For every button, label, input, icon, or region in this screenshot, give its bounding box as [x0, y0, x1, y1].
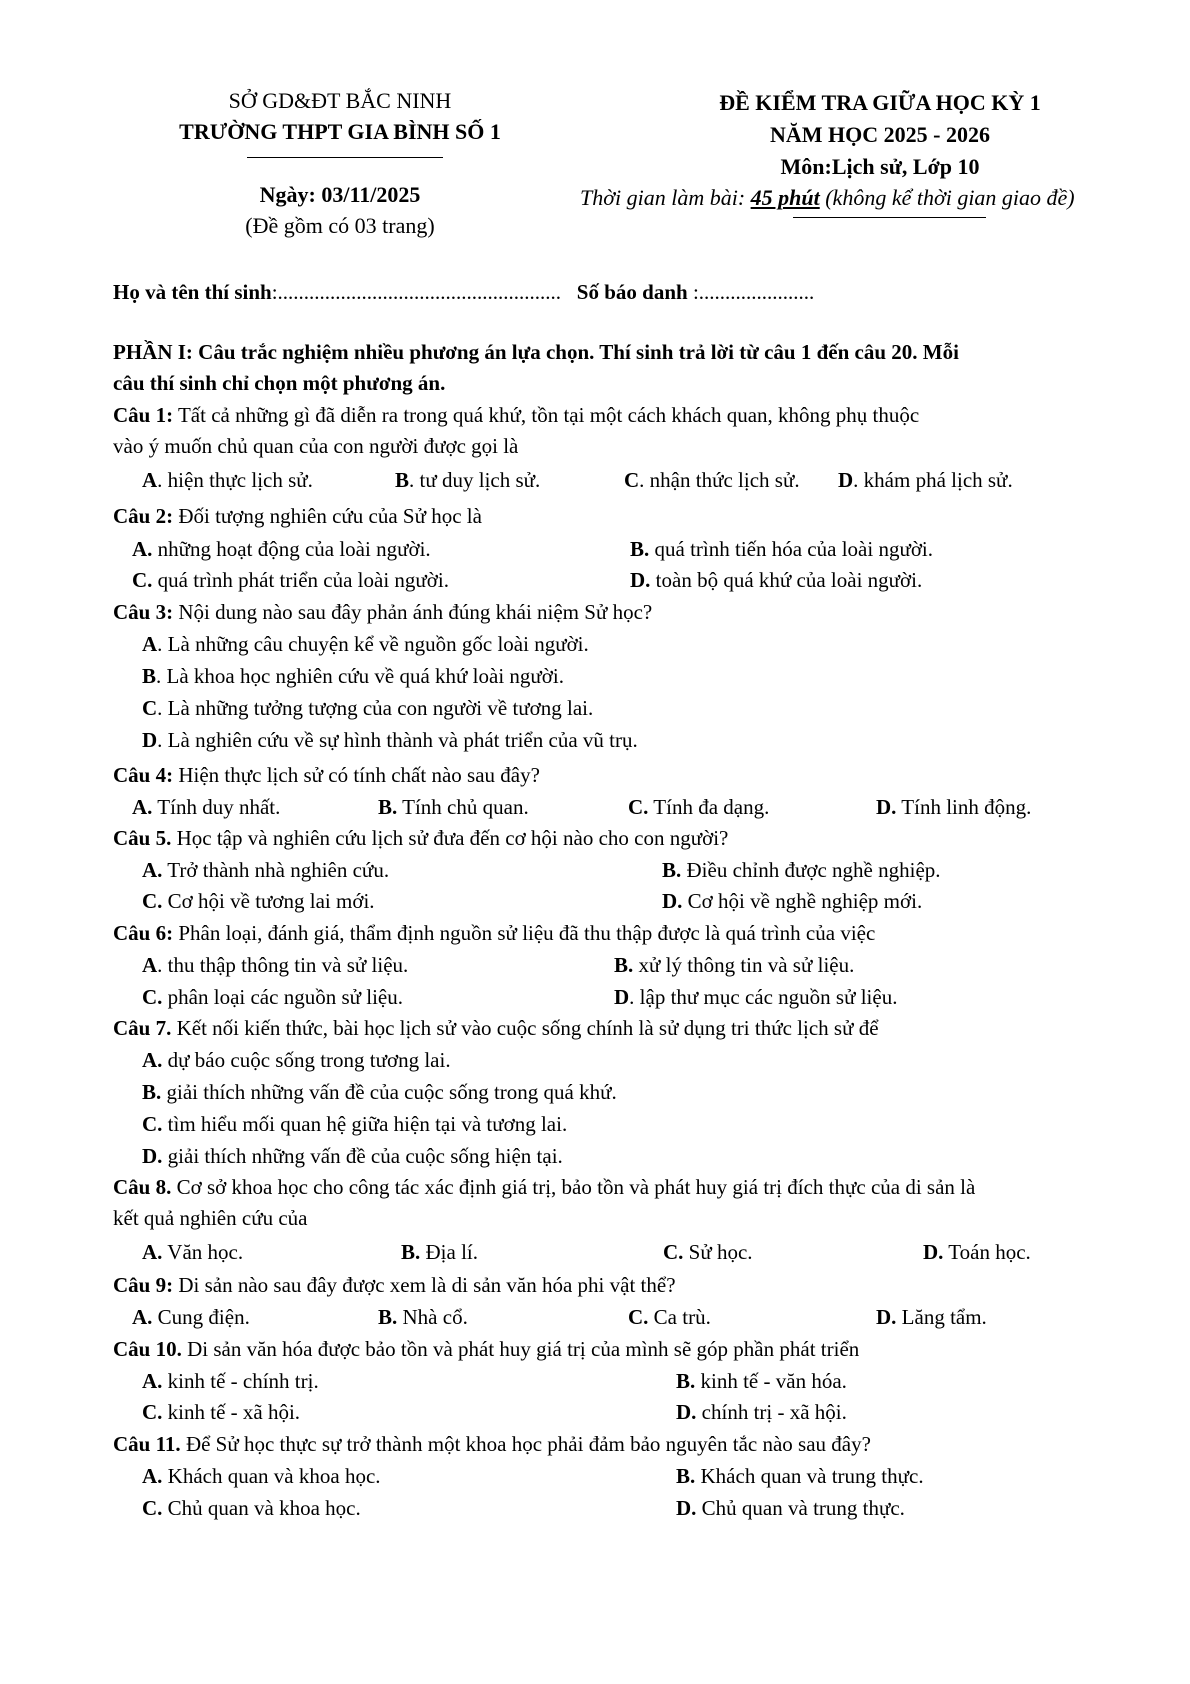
q1-option-b[interactable]	[395, 468, 540, 493]
q4-option-d[interactable]	[876, 795, 1031, 820]
q5-option-a[interactable]	[142, 858, 389, 883]
option-text: kinh tế - văn hóa.	[695, 1369, 847, 1393]
q8-option-a[interactable]	[142, 1240, 243, 1265]
question-1-cont: vào ý muốn chủ quan của con người được gọi là	[113, 434, 519, 458]
q2-option-d[interactable]	[630, 568, 922, 593]
time-prefix: Thời gian làm bài:	[580, 185, 751, 210]
q11-option-a[interactable]	[142, 1464, 381, 1489]
option-text: Nhà cổ.	[397, 1305, 468, 1329]
option-text: Văn học.	[162, 1240, 244, 1264]
option-text: giải thích những vấn đề của cuộc sống hiện tại.	[162, 1144, 563, 1168]
option-text: . khám phá lịch sử.	[853, 468, 1013, 492]
question-label: Câu 5.	[113, 826, 172, 850]
option-text: giải thích những vấn đề của cuộc sống trong quá khứ.	[161, 1080, 617, 1104]
option-letter: C.	[142, 1112, 163, 1136]
question-6	[113, 921, 875, 946]
question-text: Hiện thực lịch sử có tính chất nào sau đây?	[173, 763, 540, 787]
q6-option-a[interactable]	[142, 953, 408, 978]
question-label: Câu 11.	[113, 1432, 181, 1456]
question-text: Kết nối kiến thức, bài học lịch sử vào cuộc sống chính là sử dụng tri thức lịch sử để	[171, 1016, 879, 1040]
q2-option-a[interactable]	[132, 537, 431, 562]
option-text: phân loại các nguồn sử liệu.	[162, 985, 403, 1009]
question-label: Câu 7.	[113, 1016, 172, 1040]
subject-line: Môn:Lịch sử, Lớp 10	[780, 154, 980, 179]
option-text: Địa lí.	[420, 1240, 479, 1264]
option-letter: B.	[630, 537, 650, 561]
q1-option-c[interactable]	[624, 468, 800, 493]
question-text: Nội dung nào sau đây phản ánh đúng khái niệm Sử học?	[173, 600, 653, 624]
option-letter: A.	[132, 537, 153, 561]
option-text: Chủ quan và khoa học.	[162, 1496, 361, 1520]
option-text: chính trị - xã hội.	[696, 1400, 847, 1424]
exam-date: Ngày: 03/11/2025	[259, 182, 421, 207]
option-letter: B.	[378, 1305, 398, 1329]
question-label: Câu 8.	[113, 1175, 172, 1199]
question-text: Đối tượng nghiên cứu của Sử học là	[173, 504, 482, 528]
question-text: Để Sử học thực sự trở thành một khoa học phải đảm bảo nguyên tắc nào sau đây?	[180, 1432, 871, 1456]
header-rule-left	[247, 157, 443, 158]
id-label: Số báo danh	[576, 280, 693, 304]
question-label: Câu 2:	[113, 504, 174, 528]
option-letter: D	[614, 985, 630, 1009]
q1-option-a[interactable]	[142, 468, 313, 493]
option-letter: B.	[676, 1369, 696, 1393]
question-3	[113, 600, 652, 625]
option-text: Cơ hội về tương lai mới.	[162, 889, 375, 913]
option-letter: C.	[142, 1496, 163, 1520]
q6-option-b[interactable]	[614, 953, 854, 978]
id-dots: :......................	[692, 280, 815, 304]
q9-option-c[interactable]	[628, 1305, 711, 1330]
q9-option-d[interactable]	[876, 1305, 987, 1330]
option-text: xử lý thông tin và sử liệu.	[633, 953, 855, 977]
name-dots: :......................................................	[271, 280, 562, 304]
option-text: kinh tế - chính trị.	[162, 1369, 319, 1393]
option-letter: C.	[142, 889, 163, 913]
option-letter: B	[142, 664, 157, 688]
exam-title: ĐỀ KIỂM TRA GIỮA HỌC KỲ 1	[719, 90, 1041, 115]
option-text: . thu thập thông tin và sử liệu.	[157, 953, 409, 977]
option-letter: A.	[142, 1464, 163, 1488]
option-text: . hiện thực lịch sử.	[157, 468, 313, 492]
school-year: NĂM HỌC 2025 - 2026	[770, 122, 990, 147]
q10-option-c[interactable]	[142, 1400, 300, 1425]
q11-option-c[interactable]	[142, 1496, 361, 1521]
question-text: Học tập và nghiên cứu lịch sử đưa đến cơ hội nào cho con người?	[171, 826, 729, 850]
option-letter: B.	[378, 795, 398, 819]
option-letter: A.	[142, 1240, 163, 1264]
option-letter: C.	[142, 985, 163, 1009]
option-letter: A	[142, 632, 158, 656]
option-letter: A.	[142, 1048, 163, 1072]
option-text: dự báo cuộc sống trong tương lai.	[162, 1048, 451, 1072]
q3-option-b[interactable]	[142, 664, 564, 689]
q2-option-c[interactable]	[132, 568, 449, 593]
option-text: Tính linh động.	[896, 795, 1032, 819]
option-text: Lăng tẩm.	[896, 1305, 987, 1329]
option-text: kinh tế - xã hội.	[162, 1400, 301, 1424]
name-label: Họ và tên thí sinh	[113, 280, 272, 304]
option-letter: C.	[142, 1400, 163, 1424]
q7-option-a[interactable]	[142, 1048, 451, 1073]
q3-option-c[interactable]	[142, 696, 593, 721]
option-letter: D.	[662, 889, 683, 913]
option-text: Ca trù.	[648, 1305, 711, 1329]
option-text: Sử học.	[683, 1240, 753, 1264]
question-8	[113, 1175, 975, 1200]
q8-option-b[interactable]	[401, 1240, 478, 1265]
option-text: Trở thành nhà nghiên cứu.	[162, 858, 390, 882]
option-letter: A.	[132, 795, 153, 819]
question-label: Câu 4:	[113, 763, 174, 787]
q4-option-b[interactable]	[378, 795, 529, 820]
option-text: Tính duy nhất.	[152, 795, 281, 819]
option-letter: C.	[628, 795, 649, 819]
option-letter: A.	[142, 858, 163, 882]
q4-option-c[interactable]	[628, 795, 769, 820]
section-heading-2: câu thí sinh chỉ chọn một phương án.	[113, 371, 446, 395]
option-text: Tính đa dạng.	[648, 795, 770, 819]
q3-option-d[interactable]	[142, 728, 638, 753]
option-text: Cung điện.	[152, 1305, 250, 1329]
option-letter: C.	[628, 1305, 649, 1329]
q9-option-a[interactable]	[132, 1305, 250, 1330]
q9-option-b[interactable]	[378, 1305, 468, 1330]
q10-option-a[interactable]	[142, 1369, 319, 1394]
option-letter: A.	[142, 1369, 163, 1393]
question-label: Câu 10.	[113, 1337, 182, 1361]
option-text: Cơ hội về nghề nghiệp mới.	[682, 889, 923, 913]
option-text: Điều chỉnh được nghề nghiệp.	[681, 858, 941, 882]
option-letter: B.	[662, 858, 682, 882]
option-text: . Là nghiên cứu về sự hình thành và phát triển của vũ trụ.	[157, 728, 638, 752]
header-rule-right	[793, 217, 986, 218]
q3-option-a[interactable]	[142, 632, 589, 657]
option-text: . Là khoa học nghiên cứu về quá khứ loài người.	[156, 664, 564, 688]
question-text: Cơ sở khoa học cho công tác xác định giá trị, bảo tồn và phát huy giá trị đích thực của di sản là	[171, 1175, 976, 1199]
option-text: quá trình tiến hóa của loài người.	[649, 537, 934, 561]
question-text: Di sản nào sau đây được xem là di sản văn hóa phi vật thể?	[173, 1273, 676, 1297]
q5-option-c[interactable]	[142, 889, 375, 914]
q5-option-d[interactable]	[662, 889, 922, 914]
option-letter: D.	[923, 1240, 944, 1264]
q5-option-b[interactable]	[662, 858, 941, 883]
question-label: Câu 1:	[113, 403, 174, 427]
option-letter: A	[142, 468, 158, 492]
option-letter: D.	[676, 1400, 697, 1424]
option-letter: C	[624, 468, 640, 492]
option-letter: B.	[614, 953, 634, 977]
option-text: Khách quan và khoa học.	[162, 1464, 381, 1488]
department-name: SỞ GD&ĐT BẮC NINH	[228, 88, 452, 113]
option-text: . Là những câu chuyện kể về nguồn gốc loài người.	[157, 632, 589, 656]
q11-option-b[interactable]	[676, 1464, 924, 1489]
q6-option-c[interactable]	[142, 985, 403, 1010]
option-text: toàn bộ quá khứ của loài người.	[650, 568, 923, 592]
q7-option-d[interactable]	[142, 1144, 563, 1169]
option-text: Tính chủ quan.	[397, 795, 529, 819]
option-letter: D	[838, 468, 854, 492]
option-letter: D.	[676, 1496, 697, 1520]
question-text: Tất cả những gì đã diễn ra trong quá khứ, tồn tại một cách khách quan, không phụ thuộc	[173, 403, 920, 427]
option-text: . Là những tưởng tượng của con người về tương lai.	[157, 696, 594, 720]
option-text: những hoạt động của loài người.	[152, 537, 431, 561]
option-letter: A	[142, 953, 158, 977]
page-count: (Đề gồm có 03 trang)	[245, 213, 435, 238]
time-suffix: (không kể thời gian giao đề)	[819, 185, 1075, 210]
option-letter: B.	[676, 1464, 696, 1488]
question-1	[113, 403, 919, 428]
question-label: Câu 9:	[113, 1273, 174, 1297]
time-line	[580, 185, 1075, 211]
option-text: tìm hiểu mối quan hệ giữa hiện tại và tương lai.	[162, 1112, 568, 1136]
question-5	[113, 826, 728, 851]
option-letter: D.	[876, 1305, 897, 1329]
q10-option-b[interactable]	[676, 1369, 847, 1394]
option-text: Khách quan và trung thực.	[695, 1464, 924, 1488]
question-2	[113, 504, 482, 529]
option-letter: B.	[142, 1080, 162, 1104]
section-heading-1: PHẦN I: Câu trắc nghiệm nhiều phương án lựa chọn. Thí sinh trả lời từ câu 1 đến câu 20. Mỗi	[113, 340, 959, 364]
question-label: Câu 6:	[113, 921, 174, 945]
candidate-line	[113, 280, 814, 305]
question-10	[113, 1337, 859, 1362]
option-letter: D.	[876, 795, 897, 819]
option-letter: B	[395, 468, 410, 492]
option-text: quá trình phát triển của loài người.	[152, 568, 449, 592]
q10-option-d[interactable]	[676, 1400, 847, 1425]
option-text: . nhận thức lịch sử.	[639, 468, 800, 492]
question-text: Di sản văn hóa được bảo tồn và phát huy giá trị của mình sẽ góp phần phát triển	[181, 1337, 860, 1361]
question-9	[113, 1273, 676, 1298]
question-label: Câu 3:	[113, 600, 174, 624]
option-letter: D.	[630, 568, 651, 592]
option-text: . tư duy lịch sử.	[409, 468, 541, 492]
q1-option-d[interactable]	[838, 468, 1013, 493]
school-name: TRƯỜNG THPT GIA BÌNH SỐ 1	[179, 119, 501, 144]
q4-option-a[interactable]	[132, 795, 280, 820]
question-4	[113, 763, 540, 788]
question-text: Phân loại, đánh giá, thẩm định nguồn sử liệu đã thu thập được là quá trình của việc	[173, 921, 876, 945]
option-letter: A.	[132, 1305, 153, 1329]
option-letter: C	[142, 696, 158, 720]
time-value: 45 phút	[750, 185, 820, 210]
option-text: Toán học.	[943, 1240, 1031, 1264]
option-letter: D.	[142, 1144, 163, 1168]
q8-option-d[interactable]	[923, 1240, 1031, 1265]
option-text: . lập thư mục các nguồn sử liệu.	[629, 985, 898, 1009]
q8-option-c[interactable]	[663, 1240, 753, 1265]
question-7	[113, 1016, 879, 1041]
question-11	[113, 1432, 871, 1457]
option-text: Chủ quan và trung thực.	[696, 1496, 905, 1520]
q6-option-d[interactable]	[614, 985, 897, 1010]
option-letter: D	[142, 728, 158, 752]
q11-option-d[interactable]	[676, 1496, 905, 1521]
q2-option-b[interactable]	[630, 537, 933, 562]
question-8-cont: kết quả nghiên cứu của	[113, 1206, 308, 1230]
q7-option-b[interactable]	[142, 1080, 617, 1105]
option-letter: C.	[663, 1240, 684, 1264]
option-letter: B.	[401, 1240, 421, 1264]
q7-option-c[interactable]	[142, 1112, 567, 1137]
option-letter: C.	[132, 568, 153, 592]
